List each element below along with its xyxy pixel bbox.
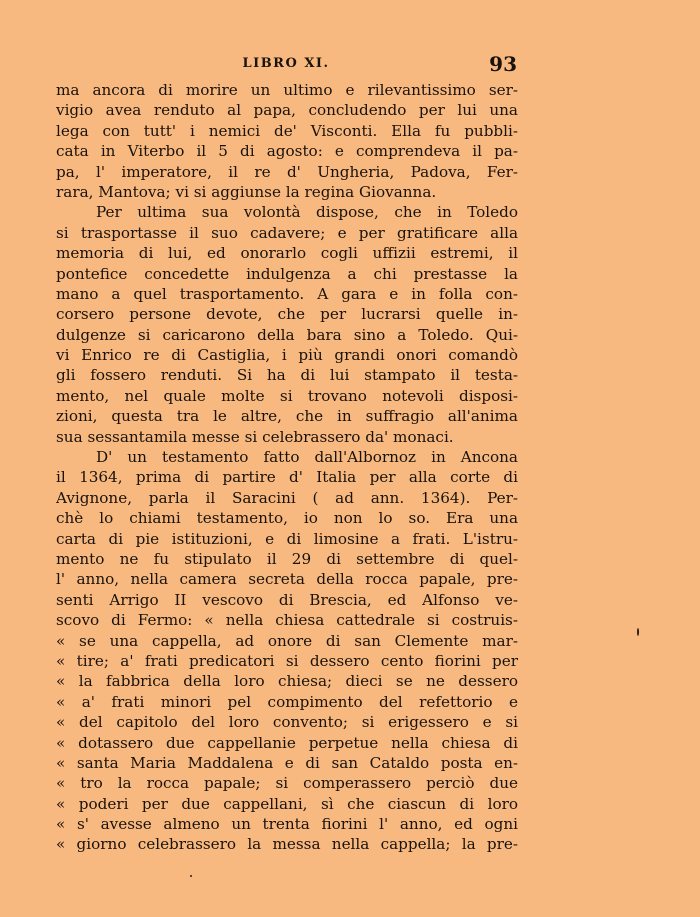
text-line: « tire; a' frati predicatori si dessero cento fiorini per bbox=[56, 651, 518, 670]
text-line: carta di pie istituzioni, e di limosine a frati. L'istru- bbox=[56, 529, 518, 548]
page-number: 93 bbox=[489, 52, 517, 76]
text-line: Per ultima sua volontà dispose, che in Toledo bbox=[96, 203, 518, 222]
text-line: memoria di lui, ed onorarlo cogli uffizii estremi, il bbox=[56, 244, 518, 263]
text-line: vigio avea renduto al papa, concludendo per lui una bbox=[56, 101, 518, 120]
text-line: mento ne fu stipulato il 29 di settembre di quel- bbox=[56, 549, 518, 568]
text-line: pa, l' imperatore, il re d' Ungheria, Padova, Fer- bbox=[56, 162, 518, 181]
running-title: LIBRO XI. bbox=[242, 56, 330, 71]
text-line: mano a quel trasportamento. A gara e in folla con- bbox=[56, 284, 518, 303]
text-line: dulgenze si caricarono della bara sino a Toledo. Qui- bbox=[56, 325, 518, 344]
text-line: « giorno celebrassero la messa nella cappella; la pre- bbox=[56, 835, 518, 854]
text-line: « santa Maria Maddalena e di san Cataldo posta en- bbox=[56, 753, 518, 772]
text-line: vi Enrico re di Castiglia, i più grandi onori comandò bbox=[56, 346, 518, 365]
body-text bbox=[56, 80, 518, 855]
text-line: « poderi per due cappellani, sì che ciascun di loro bbox=[56, 794, 518, 813]
text-line: lega con tutt' i nemici de' Visconti. Ella fu pubbli- bbox=[56, 121, 518, 140]
text-line: cata in Viterbo il 5 di agosto: e comprendeva il pa- bbox=[56, 142, 518, 161]
text-line: « a' frati minori pel compimento del refettorio e bbox=[56, 692, 518, 711]
text-line: zioni, questa tra le altre, che in suffragio all'anima bbox=[56, 407, 518, 426]
text-line: rara, Mantova; vi si aggiunse la regina Giovanna. bbox=[56, 182, 437, 201]
paper-speck bbox=[637, 628, 639, 636]
text-line: gli fossero renduti. Si ha di lui stampato il testa- bbox=[56, 366, 518, 385]
text-line: l' anno, nella camera secreta della rocca papale, pre- bbox=[56, 570, 518, 589]
text-line: mento, nel quale molte si trovano notevoli disposi- bbox=[56, 386, 518, 405]
text-line: il 1364, prima di partire d' Italia per alla corte di bbox=[56, 468, 518, 487]
text-line: si trasportasse il suo cadavere; e per gratificare alla bbox=[56, 223, 518, 242]
text-line: scovo di Fermo: « nella chiesa cattedrale si costruis- bbox=[56, 611, 518, 630]
paper-speck bbox=[190, 875, 192, 877]
text-line: « del capitolo del loro convento; si erigessero e si bbox=[56, 713, 518, 732]
text-line: D' un testamento fatto dall'Albornoz in Ancona bbox=[96, 448, 518, 467]
page-header bbox=[55, 52, 517, 78]
text-line: « la fabbrica della loro chiesa; dieci se ne dessero bbox=[56, 672, 518, 691]
text-line: « tro la rocca papale; si comperassero perciò due bbox=[56, 774, 518, 793]
text-line: corsero persone devote, che per lucrarsi quelle in- bbox=[56, 305, 518, 324]
text-line: « s' avesse almeno un trenta fiorini l' anno, ed ogni bbox=[56, 815, 518, 834]
text-line: sua sessantamila messe si celebrassero da' monaci. bbox=[56, 427, 454, 446]
text-line: ma ancora di morire un ultimo e rilevantissimo ser- bbox=[56, 81, 518, 99]
text-line: chè lo chiami testamento, io non lo so. Era una bbox=[56, 509, 518, 528]
text-line: « se una cappella, ad onore di san Clemente mar- bbox=[56, 631, 518, 650]
text-line: senti Arrigo II vescovo di Brescia, ed Alfonso ve- bbox=[56, 590, 518, 609]
text-line: « dotassero due cappellanie perpetue nella chiesa di bbox=[56, 733, 518, 752]
text-line: pontefice concedette indulgenza a chi prestasse la bbox=[56, 264, 518, 283]
text-line: Avignone, parla il Saracini ( ad ann. 1364). Per- bbox=[56, 488, 518, 507]
